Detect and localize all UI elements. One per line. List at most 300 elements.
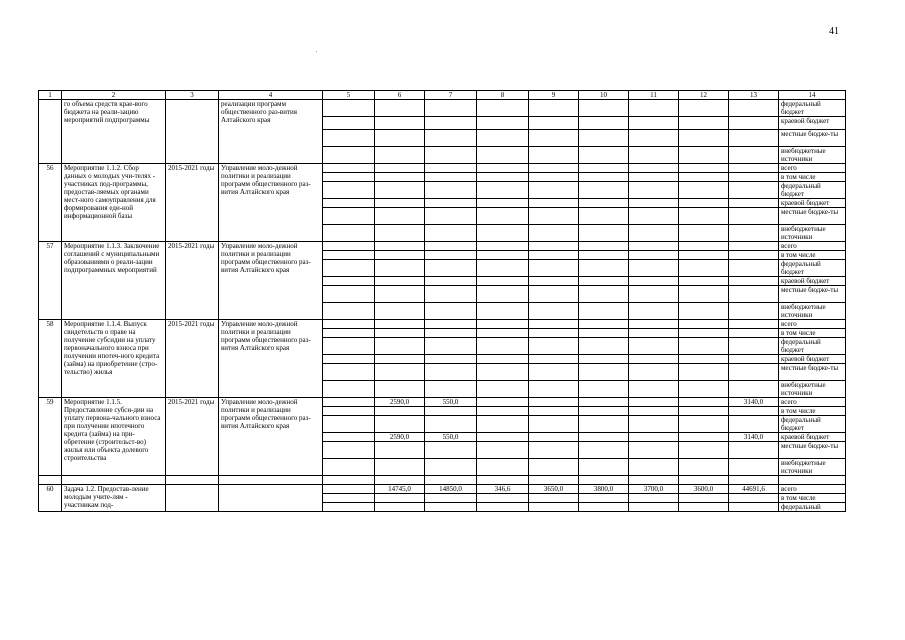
row-description: Мероприятие 1.1.4. Выпуск свидетельств о праве на получение субсидии на уплату первоначального взноса при получении ипотеч-ного кредита (займа) на приобретение (стро-тельство) жилья [62,320,166,398]
value-cell [425,416,477,433]
value-cell [679,303,729,320]
value-cell [375,338,425,355]
row-responsible: Управление моло-дежной политики и реализации программ общественного раз-вития Алтайского края [219,398,323,476]
value-cell [323,130,375,147]
value-cell [679,286,729,303]
value-cell [629,277,679,286]
value-cell [477,442,529,459]
value-cell [323,416,375,433]
value-cell [579,173,629,182]
source-cell: федеральный бюджет [779,182,846,199]
cont-num-cell [39,100,62,164]
col-header-8: 8 [477,91,529,100]
value-cell [425,173,477,182]
value-cell [629,398,679,407]
value-cell [729,208,779,225]
value-cell [425,199,477,208]
value-cell [375,251,425,260]
source-cell: в том числе [779,407,846,416]
table-row [39,320,846,329]
value-cell [579,242,629,251]
value-cell [477,364,529,381]
value-cell [629,199,679,208]
value-cell [679,208,729,225]
value-cell [679,364,729,381]
value-cell [477,242,529,251]
budget-table [38,90,846,512]
value-cell [679,182,729,199]
value-cell [477,130,529,147]
value-cell [375,329,425,338]
value-cell [679,164,729,173]
value-cell [425,355,477,364]
value-cell [579,398,629,407]
value-cell [679,225,729,242]
col-header-11: 11 [629,91,679,100]
value-cell [629,242,679,251]
value-cell [579,355,629,364]
value-cell [477,164,529,173]
value-cell [425,182,477,199]
value-cell [529,303,579,320]
value-cell [323,459,375,476]
col-header-5: 5 [323,91,375,100]
value-cell [629,364,679,381]
source-cell: всего [779,485,846,494]
value-cell [323,251,375,260]
row-number: 59 [39,398,62,476]
value-cell [629,260,679,277]
value-cell [323,199,375,208]
value-cell [629,433,679,442]
source-cell: федеральный бюджет [779,100,846,117]
value-cell [579,329,629,338]
value-cell [477,100,529,117]
value-cell [375,303,425,320]
col-header-14: 14 [779,91,846,100]
value-cell [529,338,579,355]
value-cell [679,459,729,476]
value-cell [375,173,425,182]
value-cell [679,277,729,286]
value-cell [477,199,529,208]
col-header-10: 10 [579,91,629,100]
value-cell [323,381,375,398]
value-cell [425,130,477,147]
value-cell [477,503,529,512]
value-cell [579,416,629,433]
blank-cell [375,476,425,485]
row-number: 60 [39,485,62,512]
value-cell [425,303,477,320]
value-cell [323,433,375,442]
value-cell [729,364,779,381]
col-header-12: 12 [679,91,729,100]
source-cell: краевой бюджет [779,199,846,208]
row-responsible [219,485,323,512]
value-cell [579,147,629,164]
value-cell [529,433,579,442]
col-header-1: 1 [39,91,62,100]
value-cell [529,442,579,459]
value-cell [375,277,425,286]
table-row [39,398,846,407]
value-cell [629,225,679,242]
blank-cell [679,476,729,485]
value-cell [425,320,477,329]
value-cell [375,199,425,208]
value-cell [375,225,425,242]
value-cell [579,100,629,117]
value-cell [425,208,477,225]
value-cell [679,130,729,147]
value-cell [729,329,779,338]
value-cell [529,117,579,130]
value-cell [729,494,779,503]
value-cell [529,164,579,173]
value-cell [477,173,529,182]
value-cell [529,355,579,364]
value-cell [477,433,529,442]
value-cell [529,225,579,242]
value-cell [323,147,375,164]
value-cell [629,130,679,147]
value-cell [529,208,579,225]
col-header-2: 2 [62,91,166,100]
value-cell [729,100,779,117]
blank-cell [629,476,679,485]
value-cell [323,320,375,329]
value-cell [629,381,679,398]
value-cell [529,364,579,381]
value-cell [529,381,579,398]
value-cell [629,208,679,225]
row-years [166,485,219,512]
value-cell [629,303,679,320]
value-cell [729,320,779,329]
scan-dot [316,51,317,52]
value-cell [679,416,729,433]
value-cell [323,100,375,117]
table-row [39,242,846,251]
value-cell [477,381,529,398]
source-cell: местные бюдже-ты [779,364,846,381]
row-number: 57 [39,242,62,320]
source-cell: внебюджетные источники [779,459,846,476]
value-cell [579,225,629,242]
value-cell [323,329,375,338]
value-cell [679,242,729,251]
value-cell [375,117,425,130]
value-cell [425,117,477,130]
value-cell [375,182,425,199]
value-cell [679,100,729,117]
source-cell: всего [779,164,846,173]
blank-cell [219,476,323,485]
value-cell [579,182,629,199]
value-cell [323,355,375,364]
value-cell [629,442,679,459]
value-cell [679,442,729,459]
value-cell [477,286,529,303]
value-cell [579,251,629,260]
blank-cell [166,476,219,485]
value-cell [375,208,425,225]
value-cell: 3140,0 [729,398,779,407]
value-cell [679,251,729,260]
value-cell [323,164,375,173]
value-cell [323,260,375,277]
value-cell [375,320,425,329]
blank-cell [779,476,846,485]
value-cell [729,381,779,398]
source-cell: краевой бюджет [779,433,846,442]
value-cell [529,242,579,251]
value-cell [375,286,425,303]
value-cell [529,416,579,433]
value-cell [375,442,425,459]
value-cell [529,199,579,208]
value-cell: 14850,0 [425,485,477,494]
value-cell [679,355,729,364]
value-cell: 3700,0 [629,485,679,494]
value-cell [629,182,679,199]
value-cell [529,182,579,199]
value-cell [579,130,629,147]
value-cell [579,320,629,329]
value-cell [729,182,779,199]
value-cell [629,338,679,355]
source-cell: краевой бюджет [779,117,846,130]
blank-cell [729,476,779,485]
col-header-9: 9 [529,91,579,100]
value-cell [679,407,729,416]
spacer-row [39,476,846,485]
value-cell [529,286,579,303]
source-cell: всего [779,398,846,407]
value-cell [323,338,375,355]
value-cell [579,442,629,459]
value-cell [529,100,579,117]
source-cell: внебюджетные источники [779,381,846,398]
value-cell [529,320,579,329]
blank-cell [62,476,166,485]
source-cell: в том числе [779,251,846,260]
value-cell [477,260,529,277]
value-cell [579,381,629,398]
source-cell: всего [779,242,846,251]
row-description: Мероприятие 1.1.5. Предоставление субси-дии на уплату первона-чального взноса при получении ипотечного кредита (займа) на при-обретение (строительст-во) жилья или объекта долевого строительства [62,398,166,476]
value-cell [375,130,425,147]
value-cell [579,117,629,130]
value-cell [425,164,477,173]
value-cell [729,277,779,286]
value-cell [529,130,579,147]
value-cell [529,494,579,503]
value-cell [477,225,529,242]
source-cell: внебюджетные источники [779,225,846,242]
value-cell [323,364,375,381]
value-cell [679,398,729,407]
value-cell [729,355,779,364]
value-cell [579,407,629,416]
row-number: 56 [39,164,62,242]
value-cell [629,117,679,130]
value-cell [529,251,579,260]
value-cell [477,303,529,320]
value-cell [425,329,477,338]
value-cell [529,329,579,338]
value-cell [375,100,425,117]
value-cell [579,303,629,320]
row-years: 2015-2021 годы [166,320,219,398]
value-cell [477,277,529,286]
value-cell [529,260,579,277]
value-cell [425,338,477,355]
value-cell [477,329,529,338]
value-cell [425,442,477,459]
value-cell [579,459,629,476]
value-cell [529,459,579,476]
value-cell [477,208,529,225]
value-cell [629,173,679,182]
source-cell: в том числе [779,494,846,503]
source-cell: федеральный бюджет [779,416,846,433]
value-cell [729,260,779,277]
value-cell: 3650,0 [529,485,579,494]
value-cell [477,407,529,416]
col-header-13: 13 [729,91,779,100]
value-cell [629,329,679,338]
source-cell: внебюджетные источники [779,303,846,320]
value-cell [375,459,425,476]
value-cell [629,459,679,476]
value-cell [477,338,529,355]
value-cell [629,251,679,260]
value-cell [729,303,779,320]
value-cell [579,277,629,286]
value-cell [477,459,529,476]
source-cell: в том числе [779,173,846,182]
value-cell [323,173,375,182]
value-cell [729,503,779,512]
value-cell [375,164,425,173]
source-cell: местные бюдже-ты [779,208,846,225]
value-cell [529,398,579,407]
value-cell [529,277,579,286]
value-cell [729,286,779,303]
row-responsible: Управление моло-дежной политики и реализации программ общественного раз-вития Алтайского края [219,320,323,398]
value-cell [375,416,425,433]
value-cell [323,407,375,416]
value-cell [529,503,579,512]
value-cell [425,260,477,277]
value-cell [629,320,679,329]
value-cell [375,364,425,381]
col-header-3: 3 [166,91,219,100]
value-cell [323,117,375,130]
blank-cell [477,476,529,485]
value-cell [679,329,729,338]
source-cell: местные бюдже-ты [779,130,846,147]
value-cell [729,199,779,208]
cont-responsible: реализации программ общественного раз-вития Алтайского края [219,100,323,164]
value-cell [729,117,779,130]
value-cell [679,338,729,355]
value-cell: 3600,0 [679,485,729,494]
value-cell [679,260,729,277]
value-cell [729,251,779,260]
value-cell [579,338,629,355]
source-cell: местные бюдже-ты [779,286,846,303]
value-cell: 44691,6 [729,485,779,494]
blank-cell [425,476,477,485]
source-cell: краевой бюджет [779,355,846,364]
value-cell [579,199,629,208]
row-description: Мероприятие 1.1.3. Заключение соглашений с муниципальными образованиями о реали-зации подпрограммных мероприятий [62,242,166,320]
value-cell [729,407,779,416]
source-cell: внебюджетные источники [779,147,846,164]
value-cell [425,381,477,398]
value-cell [323,485,375,494]
value-cell [425,407,477,416]
value-cell [679,320,729,329]
value-cell [425,147,477,164]
value-cell [679,173,729,182]
col-header-6: 6 [375,91,425,100]
source-cell: в том числе [779,329,846,338]
value-cell [579,208,629,225]
value-cell [425,277,477,286]
value-cell [323,398,375,407]
value-cell [579,286,629,303]
table-row [39,100,846,117]
value-cell [477,320,529,329]
value-cell [425,100,477,117]
value-cell: 14745,0 [375,485,425,494]
value-cell [425,225,477,242]
value-cell [375,503,425,512]
value-cell [679,503,729,512]
col-header-7: 7 [425,91,477,100]
value-cell: 550,0 [425,398,477,407]
value-cell [679,199,729,208]
value-cell [729,164,779,173]
table-row [39,164,846,173]
value-cell [477,117,529,130]
value-cell [425,364,477,381]
col-header-4: 4 [219,91,323,100]
value-cell [477,182,529,199]
value-cell [729,459,779,476]
value-cell [323,225,375,242]
row-description: Мероприятие 1.1.2. Сбор данных о молодых учи-телях - участниках под-программы, предостав-ляемых органами мест-ного самоуправления для формирования еди-ной информационной базы [62,164,166,242]
value-cell: 3140,0 [729,433,779,442]
value-cell [579,364,629,381]
value-cell [323,182,375,199]
row-years: 2015-2021 годы [166,398,219,476]
blank-cell [39,476,62,485]
value-cell [729,242,779,251]
value-cell [323,494,375,503]
value-cell [629,407,679,416]
row-years: 2015-2021 годы [166,242,219,320]
value-cell [375,147,425,164]
value-cell [425,286,477,303]
value-cell [425,459,477,476]
value-cell: 3800,0 [579,485,629,494]
value-cell [375,494,425,503]
